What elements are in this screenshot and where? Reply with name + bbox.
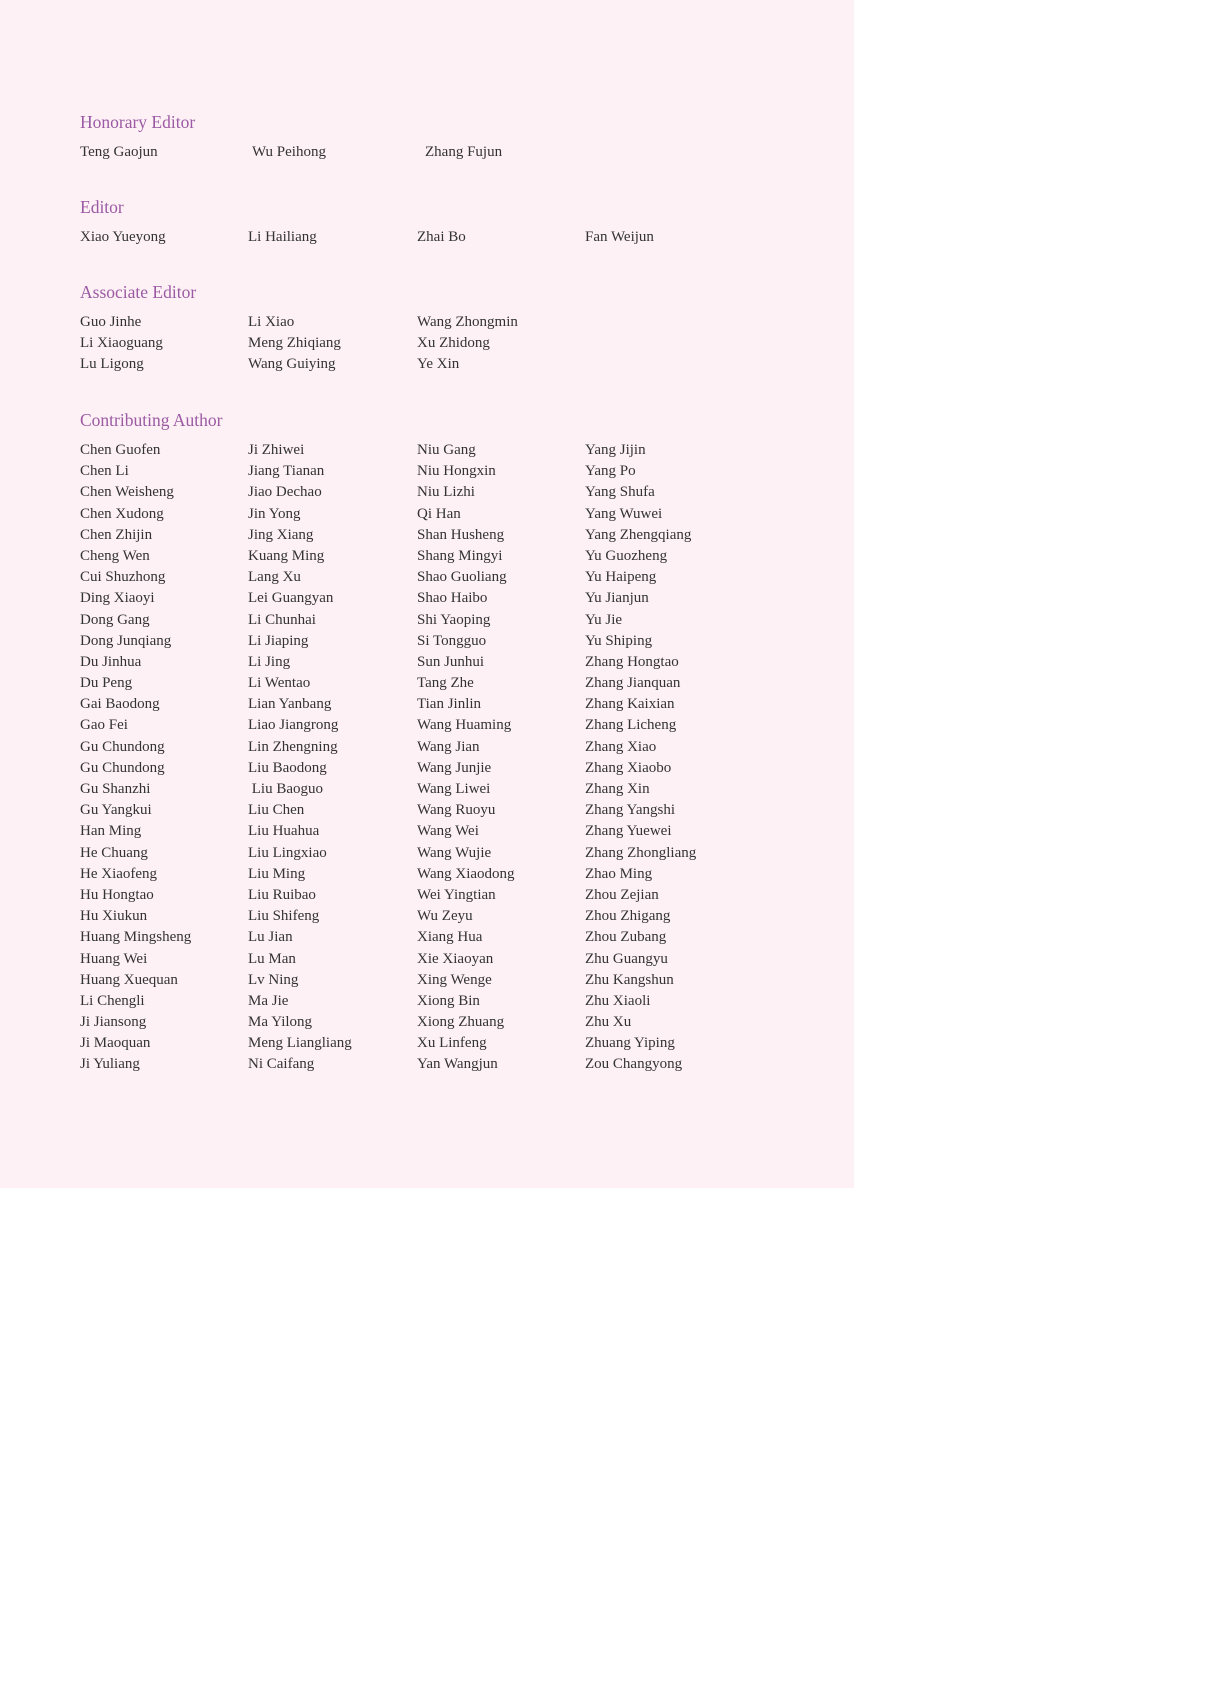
- person-name: Zhu Kangshun: [585, 971, 674, 988]
- person-name: Lu Man: [248, 950, 296, 967]
- person-name: Lian Yanbang: [248, 696, 332, 713]
- person-name: Li Jiaping: [248, 632, 309, 649]
- person-name: Wang Zhongmin: [417, 314, 518, 330]
- name-row: [80, 779, 840, 800]
- person-name: Yang Wuwei: [585, 505, 663, 522]
- person-name: He Xiaofeng: [80, 865, 158, 882]
- person-name: Zhang Hongtao: [585, 653, 679, 670]
- name-row: [80, 504, 840, 525]
- person-name: Liu Baoguo: [248, 781, 323, 797]
- person-name: Wang Wujie: [417, 844, 492, 861]
- person-name: Jiang Tianan: [248, 463, 325, 480]
- name-row: [80, 800, 840, 821]
- person-name: Zou Changyong: [585, 1056, 683, 1073]
- name-row: [80, 906, 840, 927]
- name-row: [80, 1033, 840, 1054]
- person-name: Li Chunhai: [248, 611, 316, 628]
- name-row: [80, 864, 840, 885]
- person-name: Si Tongguo: [417, 632, 487, 649]
- person-name: Yu Guozheng: [585, 547, 668, 564]
- person-name: Jin Yong: [248, 505, 301, 522]
- person-name: Li Xiaoguang: [80, 335, 163, 352]
- person-name: Teng Gaojun: [80, 144, 158, 160]
- person-name: Yang Jijin: [585, 442, 646, 458]
- person-name: Niu Gang: [417, 442, 476, 458]
- section-title: Associate Editor: [80, 282, 197, 302]
- person-name: Niu Hongxin: [417, 463, 496, 480]
- person-name: Wang Ruoyu: [417, 802, 496, 819]
- person-name: He Chuang: [80, 844, 148, 861]
- person-name: Ji Yuliang: [80, 1056, 140, 1073]
- name-row: [80, 610, 840, 631]
- person-name: Shi Yaoping: [417, 611, 491, 628]
- person-name: Huang Xuequan: [80, 971, 178, 988]
- section-editor: [80, 195, 840, 248]
- name-row: [80, 354, 840, 375]
- person-name: Zhou Zhigang: [585, 908, 671, 925]
- person-name: Dong Gang: [80, 611, 150, 628]
- person-name: Ye Xin: [417, 356, 460, 373]
- name-row: [80, 631, 840, 652]
- person-name: Jing Xiang: [248, 526, 314, 543]
- person-name: Wang Jian: [417, 738, 480, 755]
- person-name: Ma Yilong: [248, 1014, 313, 1031]
- person-name: Yang Shufa: [585, 484, 655, 501]
- person-name: Du Jinhua: [80, 653, 142, 670]
- person-name: Ji Jiansong: [80, 1014, 147, 1031]
- person-name: Lu Ligong: [80, 356, 144, 373]
- person-name: Xu Linfeng: [417, 1035, 487, 1052]
- person-name: Tian Jinlin: [417, 696, 482, 713]
- person-name: Wang Junjie: [417, 759, 492, 776]
- name-row: [80, 1054, 840, 1075]
- person-name: Niu Lizhi: [417, 484, 475, 501]
- person-name: Huang Mingsheng: [80, 929, 192, 946]
- person-name: Cui Shuzhong: [80, 569, 166, 586]
- name-row: [80, 715, 840, 736]
- name-row: [80, 142, 840, 163]
- person-name: Wang Xiaodong: [417, 865, 515, 882]
- name-row: [80, 758, 840, 779]
- name-row: [80, 737, 840, 758]
- person-name: Ding Xiaoyi: [80, 590, 155, 607]
- person-name: Chen Xudong: [80, 505, 164, 522]
- person-name: Zhu Guangyu: [585, 950, 668, 967]
- name-row: [80, 885, 840, 906]
- person-name: Liu Lingxiao: [248, 844, 327, 861]
- name-row: [80, 970, 840, 991]
- person-name: Zhang Jianquan: [585, 675, 681, 692]
- person-name: Zhou Zubang: [585, 929, 667, 946]
- person-name: Chen Guofen: [80, 442, 161, 458]
- name-row: [80, 821, 840, 842]
- name-rows: [80, 440, 840, 1076]
- person-name: Han Ming: [80, 823, 142, 840]
- person-name: Wang Guiying: [248, 356, 336, 373]
- section-associate-editor: [80, 280, 840, 376]
- person-name: Hu Hongtao: [80, 886, 154, 903]
- person-name: Zhang Xiao: [585, 738, 657, 755]
- person-name: Zhao Ming: [585, 865, 653, 882]
- person-name: Zhang Xin: [585, 781, 650, 797]
- person-name: Sun Junhui: [417, 653, 485, 670]
- person-name: Gao Fei: [80, 717, 128, 734]
- name-row: [80, 312, 840, 333]
- person-name: Wang Liwei: [417, 781, 491, 797]
- name-row: [80, 843, 840, 864]
- person-name: Hu Xiukun: [80, 908, 148, 925]
- person-name: Lang Xu: [248, 569, 301, 586]
- person-name: Li Wentao: [248, 675, 311, 692]
- name-row: [80, 991, 840, 1012]
- name-row: [80, 694, 840, 715]
- person-name: Zhang Zhongliang: [585, 844, 697, 861]
- person-name: Zhang Yangshi: [585, 802, 676, 819]
- name-row: [80, 333, 840, 354]
- person-name: Lin Zhengning: [248, 738, 338, 755]
- person-name: Gu Chundong: [80, 759, 165, 776]
- person-name: Yu Haipeng: [585, 569, 657, 586]
- section-title: Editor: [80, 197, 124, 217]
- person-name: Jiao Dechao: [248, 484, 322, 501]
- person-name: Wei Yingtian: [417, 886, 496, 903]
- person-name: Fan Weijun: [585, 229, 654, 245]
- person-name: Liu Ruibao: [248, 886, 316, 903]
- person-name: Shao Guoliang: [417, 569, 507, 586]
- person-name: Ma Jie: [248, 992, 289, 1009]
- person-name: Shang Mingyi: [417, 547, 503, 564]
- person-name: Qi Han: [417, 505, 461, 522]
- name-row: [80, 588, 840, 609]
- person-name: Liu Chen: [248, 802, 305, 819]
- person-name: Ji Zhiwei: [248, 442, 305, 458]
- person-name: Lei Guangyan: [248, 590, 334, 607]
- person-name: Gu Shanzhi: [80, 781, 151, 797]
- person-name: Li Hailiang: [248, 229, 317, 245]
- name-row: [80, 440, 840, 461]
- name-row: [80, 1012, 840, 1033]
- person-name: Chen Weisheng: [80, 484, 174, 501]
- person-name: Liu Huahua: [248, 823, 320, 840]
- person-name: Dong Junqiang: [80, 632, 172, 649]
- name-row: [80, 227, 840, 248]
- person-name: Gai Baodong: [80, 696, 160, 713]
- person-name: Li Chengli: [80, 992, 145, 1009]
- person-name: Meng Liangliang: [248, 1035, 352, 1052]
- person-name: Ji Maoquan: [80, 1035, 151, 1052]
- person-name: Kuang Ming: [248, 547, 325, 564]
- person-name: Zhang Yuewei: [585, 823, 672, 840]
- person-name: Yang Po: [585, 463, 636, 480]
- person-name: Wu Peihong: [252, 144, 326, 160]
- person-name: Gu Chundong: [80, 738, 165, 755]
- person-name: Xiao Yueyong: [80, 229, 166, 245]
- person-name: Lu Jian: [248, 929, 293, 946]
- name-row: [80, 482, 840, 503]
- person-name: Du Peng: [80, 675, 133, 692]
- person-name: Zhang Licheng: [585, 717, 677, 734]
- person-name: Yan Wangjun: [417, 1056, 498, 1073]
- person-name: Zhou Zejian: [585, 886, 659, 903]
- person-name: Shan Husheng: [417, 526, 505, 543]
- person-name: Gu Yangkui: [80, 802, 152, 819]
- person-name: Zhang Fujun: [425, 144, 503, 160]
- person-name: Wang Wei: [417, 823, 479, 840]
- person-name: Liao Jiangrong: [248, 717, 339, 734]
- section-title: Contributing Author: [80, 410, 223, 430]
- name-row: [80, 927, 840, 948]
- person-name: Zhang Kaixian: [585, 696, 675, 713]
- section-honorary-editor: [80, 110, 840, 163]
- person-name: Wu Zeyu: [417, 908, 473, 925]
- person-name: Cheng Wen: [80, 547, 150, 564]
- name-row: [80, 673, 840, 694]
- person-name: Liu Ming: [248, 865, 306, 882]
- page-background: [0, 0, 854, 1188]
- person-name: Chen Zhijin: [80, 526, 153, 543]
- person-name: Yu Shiping: [585, 632, 653, 649]
- person-name: Ni Caifang: [248, 1056, 315, 1073]
- person-name: Tang Zhe: [417, 675, 474, 692]
- name-row: [80, 525, 840, 546]
- person-name: Xiang Hua: [417, 929, 483, 946]
- person-name: Xiong Bin: [417, 992, 480, 1009]
- person-name: Guo Jinhe: [80, 314, 142, 330]
- name-rows: [80, 312, 840, 376]
- person-name: Lv Ning: [248, 971, 299, 988]
- name-row: [80, 546, 840, 567]
- name-row: [80, 461, 840, 482]
- person-name: Xie Xiaoyan: [417, 950, 494, 967]
- person-name: Yu Jie: [585, 611, 623, 628]
- name-row: [80, 949, 840, 970]
- person-name: Chen Li: [80, 463, 129, 480]
- person-name: Zhai Bo: [417, 229, 466, 245]
- person-name: Meng Zhiqiang: [248, 335, 341, 352]
- person-name: Liu Baodong: [248, 759, 327, 776]
- person-name: Wang Huaming: [417, 717, 512, 734]
- person-name: Liu Shifeng: [248, 908, 320, 925]
- person-name: Xu Zhidong: [417, 335, 490, 352]
- person-name: Yang Zhengqiang: [585, 526, 692, 543]
- person-name: Zhu Xu: [585, 1014, 632, 1031]
- name-row: [80, 567, 840, 588]
- person-name: Li Jing: [248, 653, 291, 670]
- person-name: Xiong Zhuang: [417, 1014, 505, 1031]
- person-name: Huang Wei: [80, 950, 148, 967]
- section-title: Honorary Editor: [80, 112, 196, 132]
- person-name: Zhang Xiaobo: [585, 759, 672, 776]
- person-name: Xing Wenge: [417, 971, 492, 988]
- person-name: Zhu Xiaoli: [585, 992, 651, 1009]
- person-name: Zhuang Yiping: [585, 1035, 675, 1052]
- section-contributing-author: [80, 408, 840, 1076]
- person-name: Shao Haibo: [417, 590, 488, 607]
- person-name: Li Xiao: [248, 314, 295, 330]
- name-row: [80, 652, 840, 673]
- person-name: Yu Jianjun: [585, 590, 649, 607]
